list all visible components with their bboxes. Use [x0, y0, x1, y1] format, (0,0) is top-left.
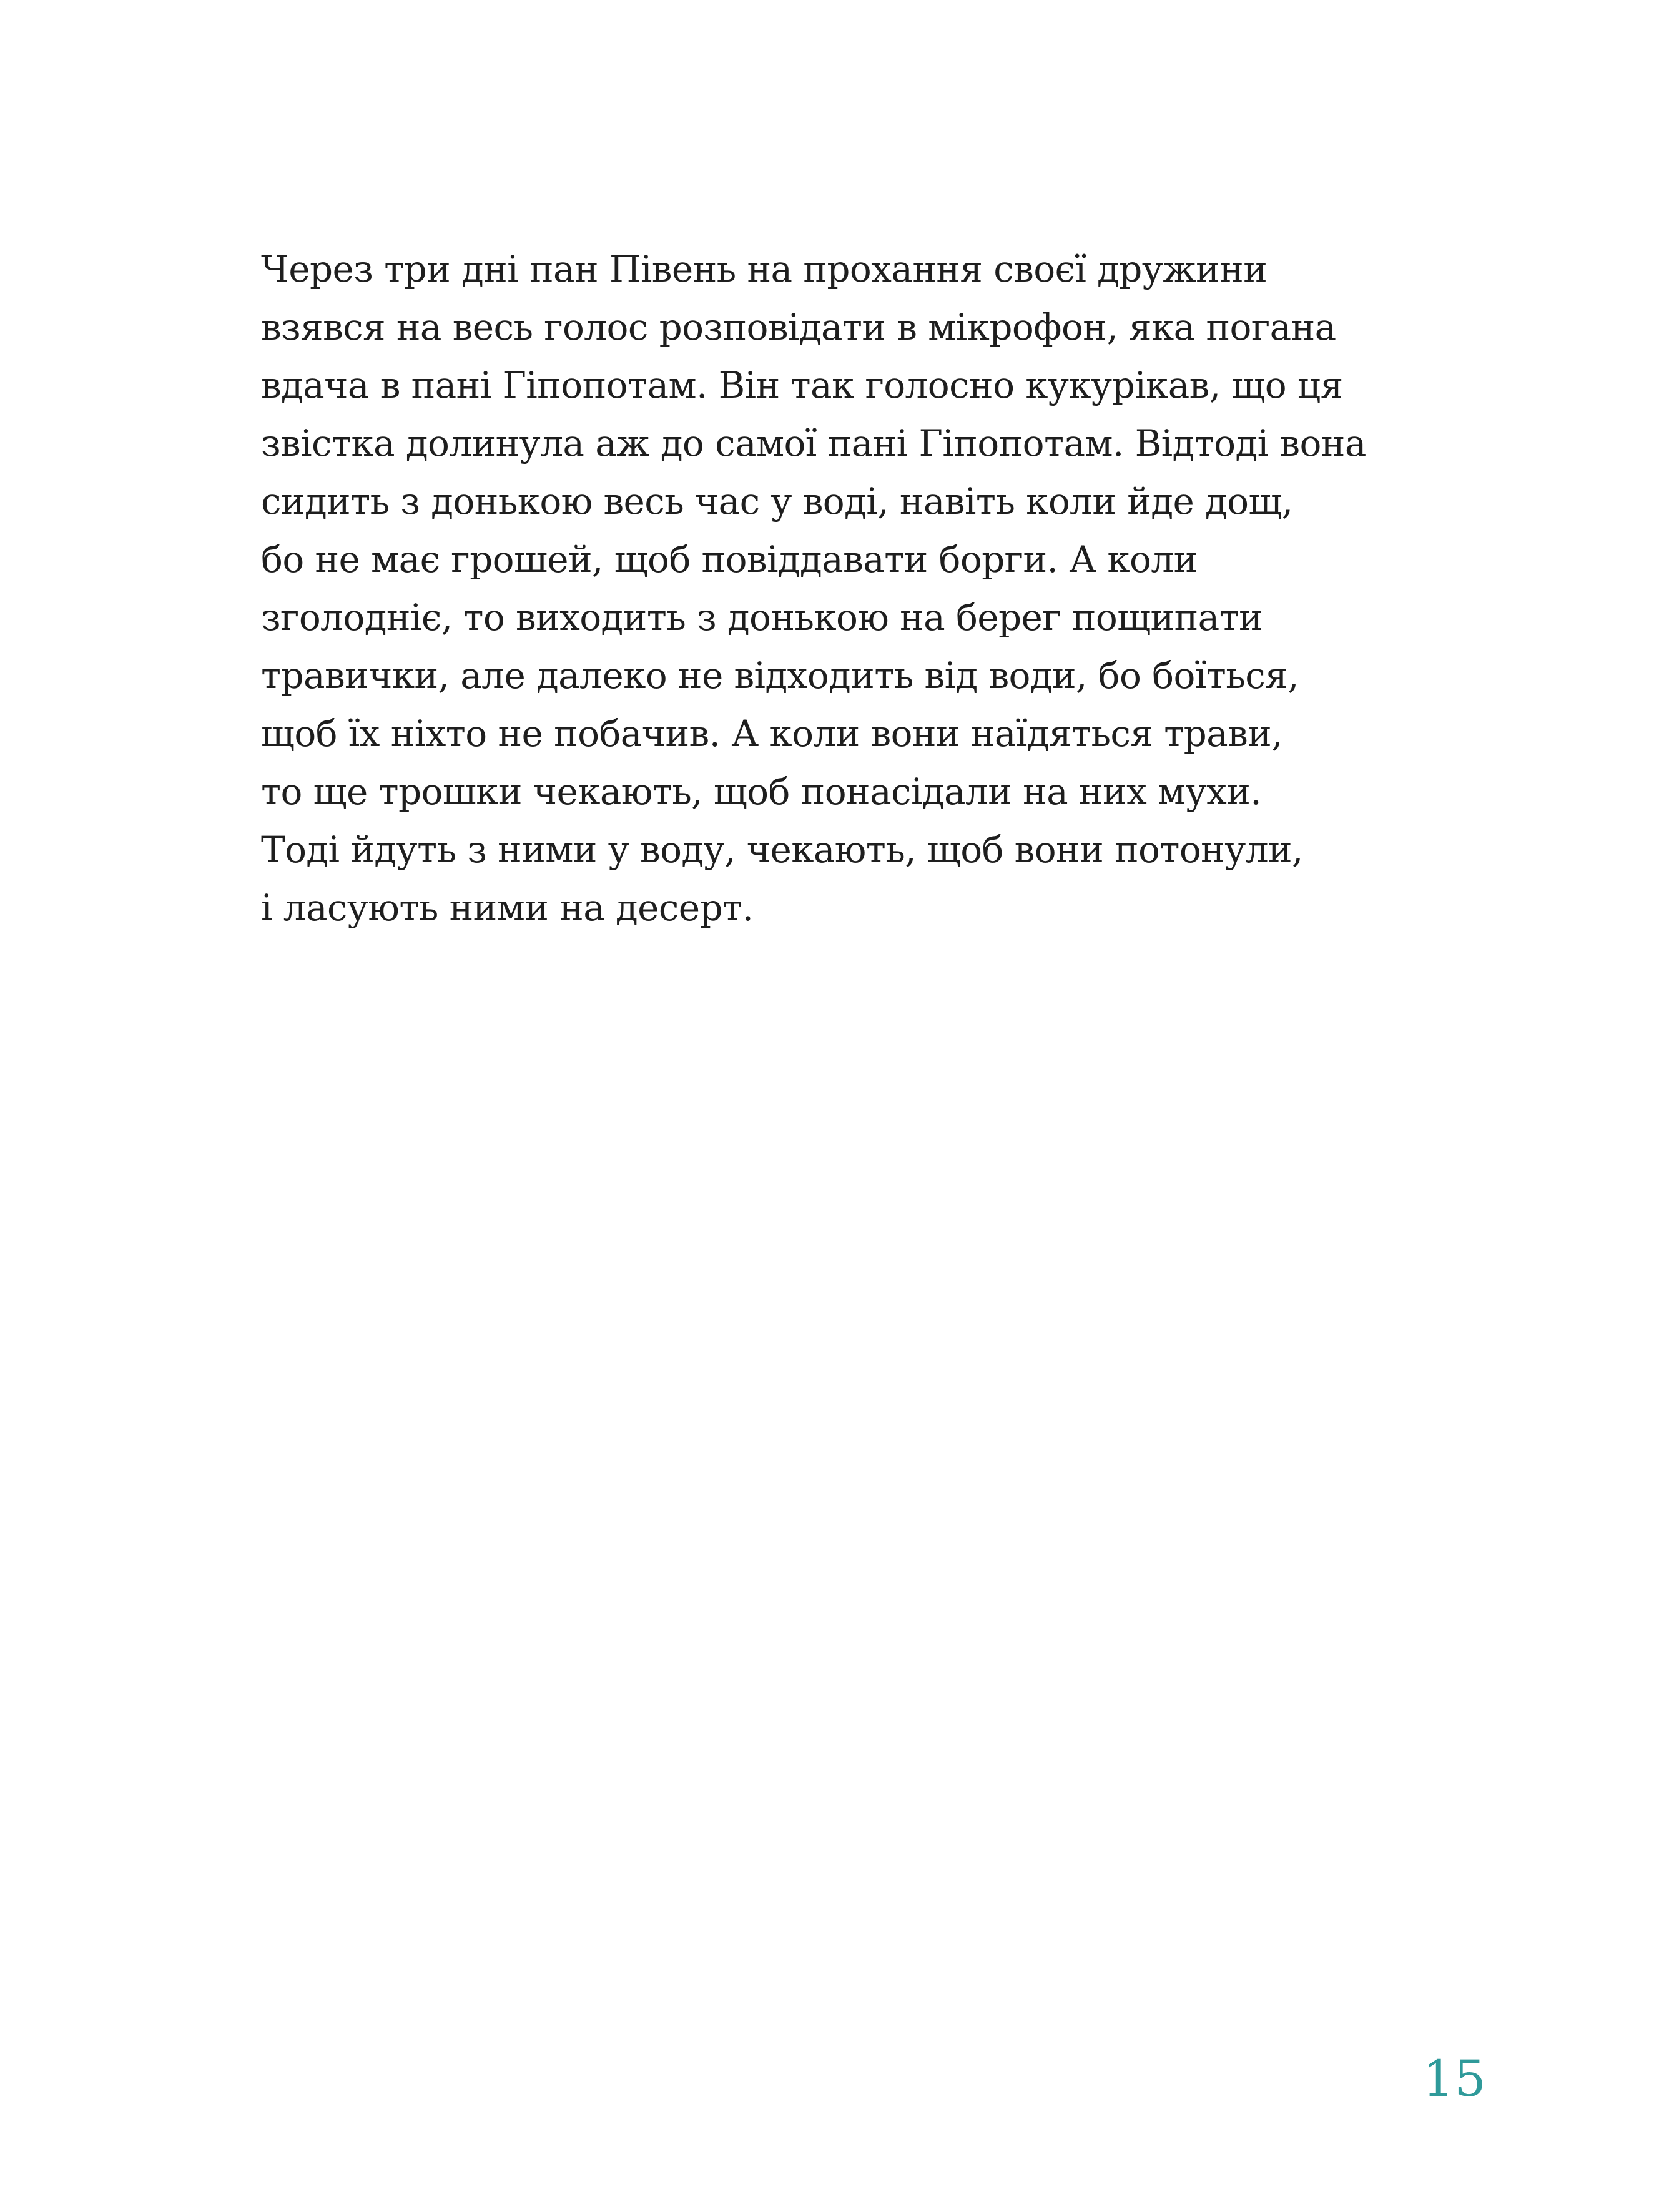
story-line-1: Через три дні пан Півень на прохання своєї дружини — [261, 248, 1268, 290]
story-line-5: сидить з донькою весь час у воді, навіть коли йде дощ, — [261, 480, 1293, 523]
story-paragraph — [261, 240, 1479, 937]
story-line-9: щоб їх ніхто не побачив. А коли вони наїдяться трави, — [261, 712, 1283, 755]
story-line-7: зголодніє, то виходить з донькою на берег пощипати — [261, 596, 1263, 639]
story-line-6: бо не має грошей, щоб повіддавати борги. А коли — [261, 538, 1198, 581]
story-line-11: Тоді йдуть з ними у воду, чекають, щоб вони потонули, — [261, 828, 1303, 871]
story-line-10: то ще трошки чекають, щоб понасідали на них мухи. — [261, 770, 1262, 813]
story-line-3: вдача в пані Гіпопотам. Він так голосно кукурікав, що ця — [261, 364, 1343, 406]
story-line-2: взявся на весь голос розповідати в мікрофон, яка погана — [261, 306, 1336, 348]
story-line-4: звістка долинула аж до самої пані Гіпопотам. Відтоді вона — [261, 422, 1366, 465]
page-number: 15 — [1422, 2050, 1486, 2108]
story-line-12: і ласують ними на десерт. — [261, 887, 754, 929]
story-line-8: травички, але далеко не відходить від води, бо боїться, — [261, 654, 1299, 697]
